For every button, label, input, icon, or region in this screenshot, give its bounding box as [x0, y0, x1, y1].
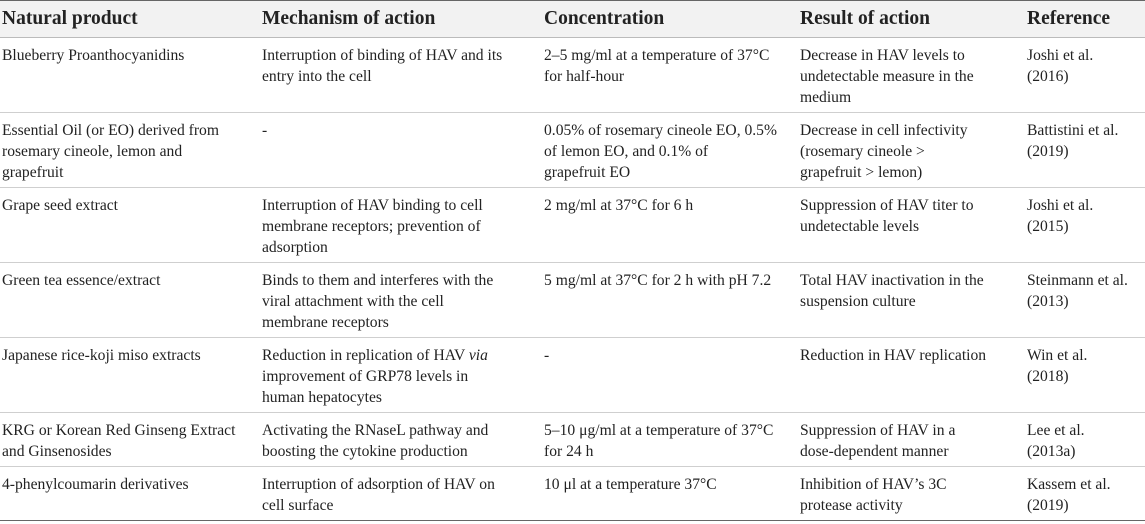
cell-concentration [542, 113, 798, 188]
mechanism-line: entry into the cell [262, 68, 372, 85]
cell-reference [1025, 467, 1145, 521]
result-line: Reduction in HAV replication [800, 347, 987, 364]
result-line: undetectable measure in the [800, 68, 974, 85]
result-line: protease activity [800, 497, 903, 514]
table-header [0, 1, 1145, 38]
cell-concentration [542, 338, 798, 413]
table-row [0, 263, 1145, 338]
reference-line: Kassem et al. [1027, 476, 1111, 493]
cell-product [0, 263, 260, 338]
cell-reference [1025, 188, 1145, 263]
cell-concentration [542, 38, 798, 113]
concentration-line: 5 mg/ml at 37°C for 2 h with pH 7.2 [544, 272, 772, 289]
product-line: rosemary cineole, lemon and [2, 143, 183, 160]
result-line: Inhibition of HAV’s 3C [800, 476, 947, 493]
mechanism-line: Activating the RNaseL pathway and [262, 422, 489, 439]
result-line: (rosemary cineole > [800, 143, 925, 160]
concentration-line: 0.05% of rosemary cineole EO, 0.5% [544, 122, 777, 139]
cell-reference [1025, 338, 1145, 413]
cell-product [0, 338, 260, 413]
header-reference: Reference [1025, 1, 1145, 38]
cell-result [798, 338, 1025, 413]
reference-line: (2015) [1027, 218, 1069, 235]
concentration-line: 2–5 mg/ml at a temperature of 37°C [544, 47, 770, 64]
cell-product [0, 188, 260, 263]
cell-mechanism [260, 263, 542, 338]
cell-concentration [542, 263, 798, 338]
table-row [0, 38, 1145, 113]
result-line: grapefruit > lemon) [800, 164, 923, 181]
mechanism-line: human hepatocytes [262, 389, 382, 406]
reference-line: Steinmann et al. [1027, 272, 1128, 289]
header-concentration: Concentration [542, 1, 798, 38]
table-body [0, 38, 1145, 521]
result-line: Total HAV inactivation in the [800, 272, 984, 289]
cell-reference [1025, 263, 1145, 338]
header-natural-product: Natural product [0, 1, 260, 38]
cell-result [798, 113, 1025, 188]
product-line: and Ginsenosides [2, 443, 112, 460]
concentration-line: of lemon EO, and 0.1% of [544, 143, 709, 160]
reference-line: (2013) [1027, 293, 1069, 310]
header-mechanism: Mechanism of action [260, 1, 542, 38]
cell-result [798, 467, 1025, 521]
mechanism-line: - [262, 122, 268, 139]
result-line: Decrease in cell infectivity [800, 122, 968, 139]
concentration-line: for half-hour [544, 68, 625, 85]
reference-line: Battistini et al. [1027, 122, 1119, 139]
cell-reference [1025, 113, 1145, 188]
product-line: grapefruit [2, 164, 64, 181]
table-row [0, 338, 1145, 413]
cell-mechanism [260, 467, 542, 521]
mechanism-line: membrane receptors [262, 314, 389, 331]
concentration-line: - [544, 347, 550, 364]
product-line: Essential Oil (or EO) derived from [2, 122, 219, 139]
reference-line: (2016) [1027, 68, 1069, 85]
mechanism-line: Interruption of adsorption of HAV on [262, 476, 495, 493]
reference-line: (2013a) [1027, 443, 1076, 460]
concentration-line: grapefruit EO [544, 164, 631, 181]
result-line: Suppression of HAV titer to [800, 197, 974, 214]
mechanism-line: membrane receptors; prevention of [262, 218, 481, 235]
table-row [0, 113, 1145, 188]
result-line: undetectable levels [800, 218, 920, 235]
cell-mechanism [260, 113, 542, 188]
cell-reference [1025, 413, 1145, 467]
result-line: Decrease in HAV levels to [800, 47, 965, 64]
reference-line: (2018) [1027, 368, 1069, 385]
product-text: 4-phenylcoumarin derivatives [2, 476, 189, 493]
header-result: Result of action [798, 1, 1025, 38]
cell-concentration [542, 413, 798, 467]
result-line: dose-dependent manner [800, 443, 949, 460]
concentration-line: 5–10 μg/ml at a temperature of 37°C [544, 422, 774, 439]
reference-line: Win et al. [1027, 347, 1088, 364]
result-line: suspension culture [800, 293, 916, 310]
header-row [0, 1, 1145, 38]
result-line: medium [800, 89, 852, 106]
mechanism-italic-via: via [468, 347, 488, 364]
mechanism-line: Reduction in replication of HAV [262, 347, 469, 364]
cell-reference [1025, 38, 1145, 113]
cell-product [0, 38, 260, 113]
result-line: Suppression of HAV in a [800, 422, 956, 439]
mechanism-line: boosting the cytokine production [262, 443, 468, 460]
cell-result [798, 38, 1025, 113]
reference-line: (2019) [1027, 497, 1069, 514]
mechanism-line: cell surface [262, 497, 334, 514]
cell-result [798, 188, 1025, 263]
product-text: Japanese rice-koji miso extracts [2, 347, 201, 364]
cell-product [0, 413, 260, 467]
reference-line: Lee et al. [1027, 422, 1085, 439]
cell-result [798, 413, 1025, 467]
product-line: KRG or Korean Red Ginseng Extract [2, 422, 236, 439]
cell-mechanism [260, 188, 542, 263]
cell-result [798, 263, 1025, 338]
mechanism-line: Interruption of HAV binding to cell [262, 197, 483, 214]
cell-product [0, 113, 260, 188]
cell-concentration [542, 188, 798, 263]
product-text: Grape seed extract [2, 197, 119, 214]
mechanism-line: Interruption of binding of HAV and its [262, 47, 503, 64]
mechanism-line: Binds to them and interferes with the [262, 272, 494, 289]
mechanism-line: improvement of GRP78 levels in [262, 368, 469, 385]
reference-line: Joshi et al. [1027, 47, 1094, 64]
product-text: Blueberry Proanthocyanidins [2, 47, 185, 64]
table-row [0, 467, 1145, 521]
reference-line: Joshi et al. [1027, 197, 1094, 214]
concentration-line: 10 μl at a temperature 37°C [544, 476, 717, 493]
cell-mechanism [260, 338, 542, 413]
table-row [0, 188, 1145, 263]
mechanism-line: adsorption [262, 239, 328, 256]
mechanism-line: viral attachment with the cell [262, 293, 444, 310]
concentration-line: for 24 h [544, 443, 594, 460]
cell-mechanism [260, 38, 542, 113]
cell-concentration [542, 467, 798, 521]
table-row [0, 413, 1145, 467]
concentration-line: 2 mg/ml at 37°C for 6 h [544, 197, 694, 214]
product-text: Green tea essence/extract [2, 272, 161, 289]
cell-product [0, 467, 260, 521]
reference-line: (2019) [1027, 143, 1069, 160]
cell-mechanism [260, 413, 542, 467]
